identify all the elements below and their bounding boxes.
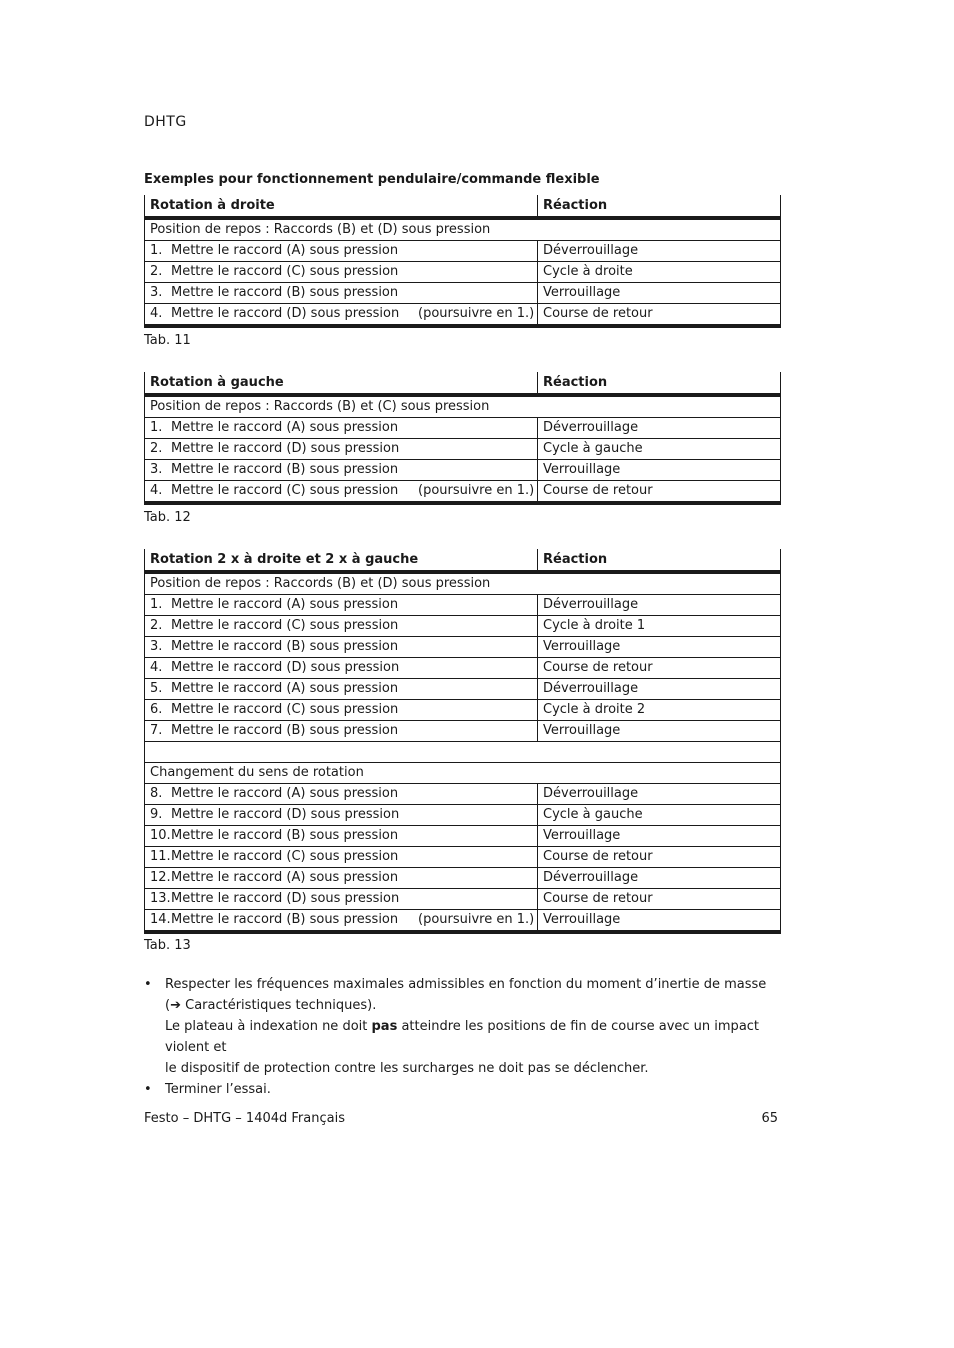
instruction-list [144, 974, 784, 1100]
step-number: 2. [150, 441, 163, 456]
table-rotation-left [144, 372, 781, 505]
step-action: Mettre le raccord (D) sous pression [171, 441, 400, 456]
text-segment: atteindre les positions de fin de course avec un impact violent et [165, 1019, 760, 1055]
table-row [145, 616, 781, 637]
step-action: Mettre le raccord (D) sous pression [171, 306, 400, 321]
table-row [145, 595, 781, 616]
step-action: Mettre le raccord (A) sous pression [171, 870, 399, 885]
arrow-right-icon: ➔ [170, 998, 181, 1013]
table-row [145, 658, 781, 679]
step-number: 1. [150, 597, 163, 612]
footer-document-id: Festo – DHTG – 1404d Français [144, 1111, 345, 1126]
step-action: Mettre le raccord (C) sous pression [171, 849, 399, 864]
step-number: 4. [150, 306, 163, 321]
step-action: Mettre le raccord (A) sous pression [171, 681, 399, 696]
table-header-reaction: Réaction [538, 372, 781, 395]
table-row [145, 481, 781, 504]
step-action: Mettre le raccord (C) sous pression [171, 483, 399, 498]
list-item [144, 974, 784, 1079]
step-number: 8. [150, 786, 163, 801]
table-row [145, 283, 781, 304]
step-action: Mettre le raccord (A) sous pression [171, 597, 399, 612]
step-action: Mettre le raccord (C) sous pression [171, 264, 399, 279]
step-number: 6. [150, 702, 163, 717]
step-reaction: Course de retour [538, 304, 781, 327]
table-header-reaction: Réaction [538, 549, 781, 572]
step-reaction: Verrouillage [538, 460, 781, 481]
step-reaction: Cycle à droite [538, 262, 781, 283]
rest-position-row: Position de repos : Raccords (B) et (D) sous pression [145, 218, 781, 241]
step-action: Mettre le raccord (A) sous pression [171, 786, 399, 801]
step-reaction: Verrouillage [538, 637, 781, 658]
step-reaction: Course de retour [538, 658, 781, 679]
step-reaction: Verrouillage [538, 910, 781, 933]
table-row [145, 304, 781, 327]
bullet-text-line: Terminer l’essai. [165, 1082, 271, 1097]
empty-cell [145, 742, 781, 763]
table-row [145, 679, 781, 700]
step-number: 10. [150, 828, 171, 843]
table-caption: Tab. 13 [144, 938, 191, 953]
step-reaction: Cycle à droite 2 [538, 700, 781, 721]
step-action: Mettre le raccord (B) sous pression [171, 285, 399, 300]
table-row [145, 637, 781, 658]
step-reaction: Course de retour [538, 889, 781, 910]
bullet-text-line: le dispositif de protection contre les surcharges ne doit pas se déclencher. [165, 1061, 649, 1076]
step-number: 2. [150, 618, 163, 633]
step-reaction: Déverrouillage [538, 784, 781, 805]
direction-change-row: Changement du sens de rotation [145, 763, 781, 784]
step-action: Mettre le raccord (B) sous pression [171, 639, 399, 654]
step-action: Mettre le raccord (A) sous pression [171, 420, 399, 435]
step-action: Mettre le raccord (D) sous pression [171, 891, 400, 906]
table-row [145, 847, 781, 868]
step-number: 3. [150, 462, 163, 477]
page-number: 65 [761, 1111, 778, 1126]
bullet-text-line [165, 995, 784, 1016]
step-number: 12. [150, 870, 171, 885]
table-header-operation: Rotation à droite [145, 195, 538, 218]
step-number: 13. [150, 891, 171, 906]
step-reaction: Déverrouillage [538, 595, 781, 616]
section-title: Exemples pour fonctionnement pendulaire/commande flexible [144, 172, 600, 187]
step-reaction: Déverrouillage [538, 418, 781, 439]
step-number: 3. [150, 639, 163, 654]
table-row [145, 418, 781, 439]
table-row [145, 826, 781, 847]
table-header-operation: Rotation à gauche [145, 372, 538, 395]
table-row [145, 868, 781, 889]
table-row [145, 262, 781, 283]
step-reaction: Course de retour [538, 481, 781, 504]
table-caption: Tab. 11 [144, 333, 191, 348]
step-action: Mettre le raccord (B) sous pression [171, 462, 399, 477]
step-reaction: Cycle à droite 1 [538, 616, 781, 637]
step-number: 1. [150, 420, 163, 435]
table-row [145, 241, 781, 262]
table-row [145, 721, 781, 742]
step-action: Mettre le raccord (B) sous pression [171, 723, 399, 738]
rest-position-row: Position de repos : Raccords (B) et (C) sous pression [145, 395, 781, 418]
step-number: 2. [150, 264, 163, 279]
step-action: Mettre le raccord (C) sous pression [171, 702, 399, 717]
bullet-icon: • [144, 1082, 152, 1097]
step-note: (poursuivre en 1.) [418, 483, 535, 498]
step-action: Mettre le raccord (D) sous pression [171, 660, 400, 675]
table-row [145, 460, 781, 481]
step-action: Mettre le raccord (D) sous pression [171, 807, 400, 822]
table-row [145, 889, 781, 910]
cross-reference-link: Caractéristiques techniques). [180, 998, 377, 1013]
step-number: 5. [150, 681, 163, 696]
table-row [145, 910, 781, 933]
table-caption: Tab. 12 [144, 510, 191, 525]
spacer-row [145, 742, 781, 763]
step-reaction: Verrouillage [538, 826, 781, 847]
step-reaction: Cycle à gauche [538, 439, 781, 460]
paren-open: ( [165, 998, 171, 1013]
bullet-text-line: Respecter les fréquences maximales admissibles en fonction du moment d’inertie de masse [165, 977, 767, 992]
table-header-operation: Rotation 2 x à droite et 2 x à gauche [145, 549, 538, 572]
step-reaction: Verrouillage [538, 721, 781, 742]
step-note: (poursuivre en 1.) [418, 306, 535, 321]
step-number: 1. [150, 243, 163, 258]
step-action: Mettre le raccord (C) sous pression [171, 618, 399, 633]
table-rotation-alternating [144, 549, 781, 934]
step-reaction: Verrouillage [538, 283, 781, 304]
step-number: 14. [150, 912, 171, 927]
table-row [145, 805, 781, 826]
bullet-text-line [165, 1016, 784, 1058]
step-reaction: Cycle à gauche [538, 805, 781, 826]
step-reaction: Déverrouillage [538, 241, 781, 262]
step-reaction: Course de retour [538, 847, 781, 868]
step-reaction: Déverrouillage [538, 868, 781, 889]
step-action: Mettre le raccord (A) sous pression [171, 243, 399, 258]
step-reaction: Déverrouillage [538, 679, 781, 700]
step-action: Mettre le raccord (B) sous pression [171, 912, 399, 927]
list-item [144, 1079, 784, 1100]
step-action: Mettre le raccord (B) sous pression [171, 828, 399, 843]
table-header-reaction: Réaction [538, 195, 781, 218]
text-segment: Le plateau à indexation ne doit [165, 1019, 372, 1034]
step-number: 11. [150, 849, 171, 864]
table-rotation-right [144, 195, 781, 328]
step-note: (poursuivre en 1.) [418, 912, 535, 927]
table-row [145, 700, 781, 721]
emphasis-text: pas [371, 1019, 398, 1034]
step-number: 4. [150, 660, 163, 675]
step-number: 9. [150, 807, 163, 822]
step-number: 4. [150, 483, 163, 498]
document-header: DHTG [144, 114, 187, 130]
step-number: 7. [150, 723, 163, 738]
bullet-icon: • [144, 977, 152, 992]
table-row [145, 784, 781, 805]
step-number: 3. [150, 285, 163, 300]
table-row [145, 439, 781, 460]
rest-position-row: Position de repos : Raccords (B) et (D) sous pression [145, 572, 781, 595]
